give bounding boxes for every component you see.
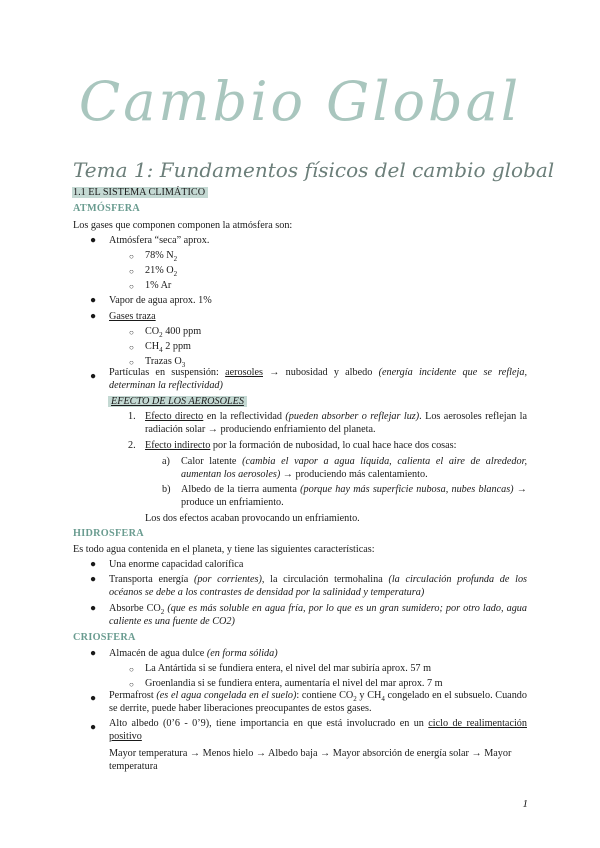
paragraph: Mayor temperatura → Menos hielo → Albedo baja → Mayor absorción de energía solar → Mayor temperatura <box>109 748 512 772</box>
paragraph: Los dos efectos acaban provocando un enfriamiento. <box>145 513 360 524</box>
list-item: Partículas en suspensión: aerosoles → nubosidad y albedo (energía incidente que se refleja, determinan la reflectividad) <box>109 367 527 391</box>
section-heading: 1.1 EL SISTEMA CLIMÁTICO <box>72 186 208 199</box>
criosfera-heading: CRIOSFERA <box>73 632 136 643</box>
efecto-heading: EFECTO DE LOS AEROSOLES <box>108 395 247 408</box>
list-item: Absorbe $CO_2$ (que es más soluble en agua fría, por lo que es un gran sumidero; por otro lado, agua caliente es una fuente de CO2) <box>109 603 527 627</box>
atmosfera-intro: Los gases que componen componen la atmósfera son: <box>73 220 293 231</box>
list-item: La Antártida si se fundiera entera, el nivel del mar subiría aprox. 57 m <box>145 663 432 674</box>
circle-bullet-icon: ○ <box>129 267 134 276</box>
hidrosfera-heading: HIDROSFERA <box>73 528 144 539</box>
bullet-icon: ● <box>90 722 97 733</box>
list-item: Efecto directo en la reflectividad (pueden absorber o reflejar luz). Los aerosoles reflejan la radiación solar → produciendo enfriamiento del planeta. <box>145 411 527 435</box>
bullet-icon: ● <box>90 603 97 614</box>
list-item: Trazas $O_3$ <box>145 356 186 370</box>
list-number: 1. <box>128 411 136 422</box>
list-item: Atmósfera “seca” aprox. <box>109 235 210 246</box>
circle-bullet-icon: ○ <box>129 282 134 291</box>
bullet-icon: ● <box>90 648 97 659</box>
circle-bullet-icon: ○ <box>129 328 134 337</box>
list-item: Efecto indirecto por la formación de nubosidad, lo cual hace hace dos cosas: <box>145 440 457 451</box>
page-number: 1 <box>522 798 528 810</box>
list-item: 21% $O_2$ <box>145 265 178 279</box>
bullet-icon: ● <box>90 559 97 570</box>
circle-bullet-icon: ○ <box>129 343 134 352</box>
atmosfera-heading: ATMÓSFERA <box>73 203 141 214</box>
bullet-icon: ● <box>90 311 97 322</box>
list-item: $CH_4$ 2 ppm <box>145 341 191 355</box>
circle-bullet-icon: ○ <box>129 680 134 689</box>
bullet-icon: ● <box>90 295 97 306</box>
circle-bullet-icon: ○ <box>129 252 134 261</box>
bullet-icon: ● <box>90 371 97 382</box>
list-item: 1% Ar <box>145 280 172 291</box>
list-item: Almacén de agua dulce (en forma sólida) <box>109 648 278 659</box>
circle-bullet-icon: ○ <box>129 358 134 367</box>
list-letter: b) <box>162 484 171 495</box>
list-item: Gases traza <box>109 311 156 322</box>
list-number: 2. <box>128 440 136 451</box>
list-item: Groenlandia si se fundiera entera, aumentaría el nivel del mar aprox. 7 m <box>145 678 443 689</box>
list-item: Transporta energía (por corrientes), la circulación termohalina (la circulación profunda de los océanos se debe a los contrastes de densidad por la salinidad y temperatura) <box>109 574 527 598</box>
circle-bullet-icon: ○ <box>129 665 134 674</box>
bullet-icon: ● <box>90 235 97 246</box>
list-item: 78% $N_2$ <box>145 250 178 264</box>
list-item: Una enorme capacidad calorífica <box>109 559 244 570</box>
hidrosfera-intro: Es todo agua contenida en el planeta, y tiene las siguientes características: <box>73 544 375 555</box>
list-item: Albedo de la tierra aumenta (porque hay más superficie nubosa, nubes blancas) → produce un enfriamiento. <box>181 484 527 508</box>
document-title: Cambio Global <box>78 70 522 133</box>
list-item: Vapor de agua aprox. 1% <box>109 295 212 306</box>
list-item: Alto albedo (0’6 - 0’9), tiene importancia en que está involucrado en un ciclo de realimentación positivo <box>109 718 527 742</box>
bullet-icon: ● <box>90 574 97 585</box>
list-item: Calor latente (cambia el vapor a agua líquida, calienta el aire de alrededor, aumentan los aerosoles) → produciendo más calentamiento. <box>181 456 527 480</box>
list-item: $CO_2$ 400 ppm <box>145 326 202 340</box>
bullet-icon: ● <box>90 693 97 704</box>
chapter-title: Tema 1: Fundamentos físicos del cambio global <box>73 158 555 182</box>
list-item: Permafrost (es el agua congelada en el suelo): contiene $CO_2$ y $CH_4$ congelado en el subsuelo. Cuando se derrite, puede haber liberaciones preocupantes de estos gases. <box>109 690 527 714</box>
list-letter: a) <box>162 456 170 467</box>
